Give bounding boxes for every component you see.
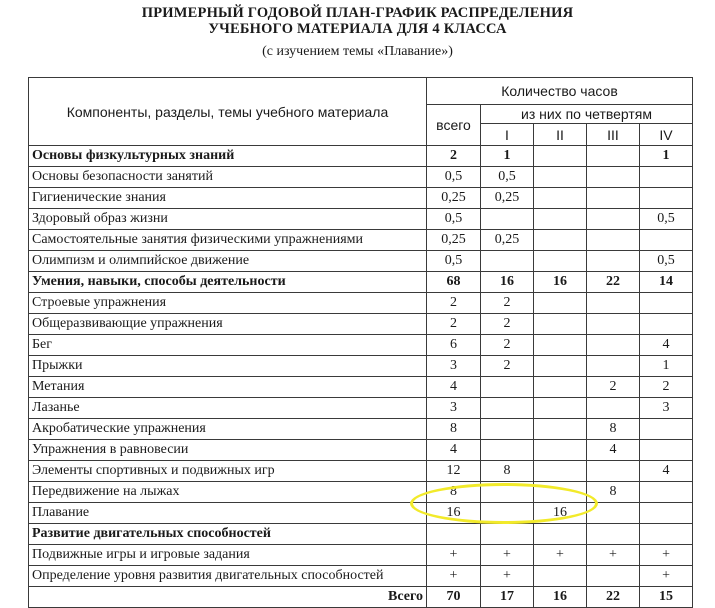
row-label: Акробатические упражнения [29,419,427,440]
cell-total: 2 [427,314,481,335]
cell-quarter-1 [481,419,534,440]
cell-quarter-1 [481,503,534,524]
cell-quarter-3 [587,314,640,335]
table-row [29,251,693,272]
cell-quarter-1: 0,25 [481,230,534,251]
cell-total: 4 [427,440,481,461]
row-label: Основы безопасности занятий [29,167,427,188]
cell-quarter-3 [587,293,640,314]
cell-quarter-2 [534,230,587,251]
cell-quarter-1 [481,398,534,419]
cell-quarter-1: + [481,566,534,587]
schedule-table [28,77,693,608]
cell-quarter-2 [534,335,587,356]
cell-total: + [427,566,481,587]
cell-quarter-1 [481,524,534,545]
cell-quarter-3 [587,356,640,377]
cell-quarter-2 [534,461,587,482]
table-row [29,566,693,587]
cell-quarter-4: 15 [640,587,693,608]
cell-quarter-2 [534,377,587,398]
cell-quarter-4 [640,314,693,335]
header-quarters-label: из них по четвертям [481,105,693,124]
cell-quarter-2 [534,356,587,377]
table-row [29,209,693,230]
row-label: Общеразвивающие упражнения [29,314,427,335]
cell-quarter-2 [534,419,587,440]
cell-total: 0,5 [427,209,481,230]
cell-quarter-2 [534,566,587,587]
row-label: Самостоятельные занятия физическими упражнениями [29,230,427,251]
cell-quarter-4 [640,503,693,524]
table-row [29,440,693,461]
header-total: всего [427,105,481,146]
cell-total: 16 [427,503,481,524]
cell-quarter-4: 4 [640,461,693,482]
cell-quarter-1: 17 [481,587,534,608]
table-row [29,188,693,209]
cell-quarter-4 [640,230,693,251]
cell-quarter-3 [587,230,640,251]
header-components: Компоненты, разделы, темы учебного материала [29,78,427,146]
row-label: Прыжки [29,356,427,377]
cell-quarter-3 [587,209,640,230]
cell-quarter-4: 1 [640,146,693,167]
cell-total: 0,25 [427,188,481,209]
cell-quarter-3 [587,461,640,482]
cell-quarter-3 [587,146,640,167]
cell-quarter-4 [640,293,693,314]
table-row [29,314,693,335]
cell-total: 0,5 [427,167,481,188]
cell-quarter-1: + [481,545,534,566]
table-row [29,335,693,356]
cell-total: 3 [427,398,481,419]
page-title-line-2: УЧЕБНОГО МАТЕРИАЛА ДЛЯ 4 КЛАССА [208,21,507,37]
table-row [29,356,693,377]
page-title-line-1: ПРИМЕРНЫЙ ГОДОВОЙ ПЛАН-ГРАФИК РАСПРЕДЕЛЕНИЯ [141,5,574,21]
cell-quarter-1: 0,25 [481,188,534,209]
table-row [29,146,693,167]
row-label: Олимпизм и олимпийское движение [29,251,427,272]
cell-total: 12 [427,461,481,482]
cell-quarter-2 [534,524,587,545]
cell-quarter-3 [587,524,640,545]
row-label: Развитие двигательных способностей [29,524,427,545]
table-row [29,545,693,566]
schedule-table-body [29,146,693,608]
cell-quarter-4: + [640,566,693,587]
cell-quarter-1: 16 [481,272,534,293]
row-label: Метания [29,377,427,398]
cell-quarter-2 [534,188,587,209]
cell-total: 70 [427,587,481,608]
cell-quarter-1: 0,5 [481,167,534,188]
row-label: Плавание [29,503,427,524]
table-row [29,482,693,503]
cell-quarter-4 [640,524,693,545]
cell-total: 4 [427,377,481,398]
table-row [29,167,693,188]
cell-total: 68 [427,272,481,293]
row-label: Здоровый образ жизни [29,209,427,230]
cell-quarter-3: 4 [587,440,640,461]
table-row [29,461,693,482]
header-quarter-2: II [534,124,587,146]
cell-quarter-2 [534,440,587,461]
cell-quarter-4 [640,482,693,503]
cell-quarter-3: 22 [587,587,640,608]
cell-quarter-4 [640,419,693,440]
cell-quarter-2: 16 [534,272,587,293]
row-label: Строевые упражнения [29,293,427,314]
cell-total [427,524,481,545]
cell-quarter-1: 2 [481,356,534,377]
cell-quarter-4: 0,5 [640,209,693,230]
header-hours: Количество часов [427,78,693,105]
cell-quarter-2 [534,209,587,230]
cell-quarter-3: 8 [587,482,640,503]
cell-quarter-3: 2 [587,377,640,398]
table-row [29,503,693,524]
cell-quarter-2 [534,482,587,503]
cell-quarter-1 [481,482,534,503]
cell-quarter-1: 2 [481,335,534,356]
cell-quarter-4: + [640,545,693,566]
table-row [29,272,693,293]
cell-quarter-3: 8 [587,419,640,440]
cell-quarter-3 [587,566,640,587]
table-row [29,377,693,398]
table-row [29,230,693,251]
cell-total: 2 [427,293,481,314]
cell-quarter-4: 1 [640,356,693,377]
row-label: Основы физкультурных знаний [29,146,427,167]
cell-total: 0,5 [427,251,481,272]
cell-quarter-3 [587,167,640,188]
cell-quarter-2: 16 [534,587,587,608]
cell-quarter-3 [587,251,640,272]
cell-quarter-3 [587,503,640,524]
row-label: Подвижные игры и игровые задания [29,545,427,566]
cell-quarter-1 [481,209,534,230]
cell-quarter-2 [534,314,587,335]
cell-total: 2 [427,146,481,167]
cell-quarter-4: 0,5 [640,251,693,272]
table-row [29,293,693,314]
page-subtitle: (с изучением темы «Плавание») [262,44,453,59]
cell-total: + [427,545,481,566]
table-row [29,419,693,440]
row-label: Бег [29,335,427,356]
header-quarter-4: IV [640,124,693,146]
cell-quarter-1: 1 [481,146,534,167]
cell-quarter-2: 16 [534,503,587,524]
cell-total: 3 [427,356,481,377]
cell-quarter-4 [640,167,693,188]
cell-quarter-4 [640,188,693,209]
row-label: Гигиенические знания [29,188,427,209]
cell-quarter-4 [640,440,693,461]
cell-quarter-4: 3 [640,398,693,419]
cell-quarter-2 [534,398,587,419]
table-row [29,398,693,419]
cell-quarter-1 [481,440,534,461]
header-quarter-3: III [587,124,640,146]
cell-quarter-2: + [534,545,587,566]
cell-quarter-3 [587,188,640,209]
cell-quarter-1: 2 [481,293,534,314]
cell-quarter-3: + [587,545,640,566]
cell-quarter-3: 22 [587,272,640,293]
cell-quarter-4: 2 [640,377,693,398]
cell-total: 6 [427,335,481,356]
total-label: Всего [29,587,427,608]
cell-total: 0,25 [427,230,481,251]
cell-quarter-2 [534,293,587,314]
cell-total: 8 [427,482,481,503]
row-label: Упражнения в равновесии [29,440,427,461]
cell-quarter-1 [481,377,534,398]
cell-quarter-2 [534,167,587,188]
row-label: Элементы спортивных и подвижных игр [29,461,427,482]
cell-quarter-1: 2 [481,314,534,335]
header-quarter-1: I [481,124,534,146]
cell-quarter-2 [534,251,587,272]
row-label: Умения, навыки, способы деятельности [29,272,427,293]
cell-total: 8 [427,419,481,440]
cell-quarter-2 [534,146,587,167]
cell-quarter-4: 4 [640,335,693,356]
total-row [29,587,693,608]
cell-quarter-1: 8 [481,461,534,482]
row-label: Передвижение на лыжах [29,482,427,503]
row-label: Лазанье [29,398,427,419]
cell-quarter-3 [587,335,640,356]
cell-quarter-4: 14 [640,272,693,293]
table-row [29,524,693,545]
cell-quarter-1 [481,251,534,272]
cell-quarter-3 [587,398,640,419]
row-label: Определение уровня развития двигательных способностей [29,566,427,587]
